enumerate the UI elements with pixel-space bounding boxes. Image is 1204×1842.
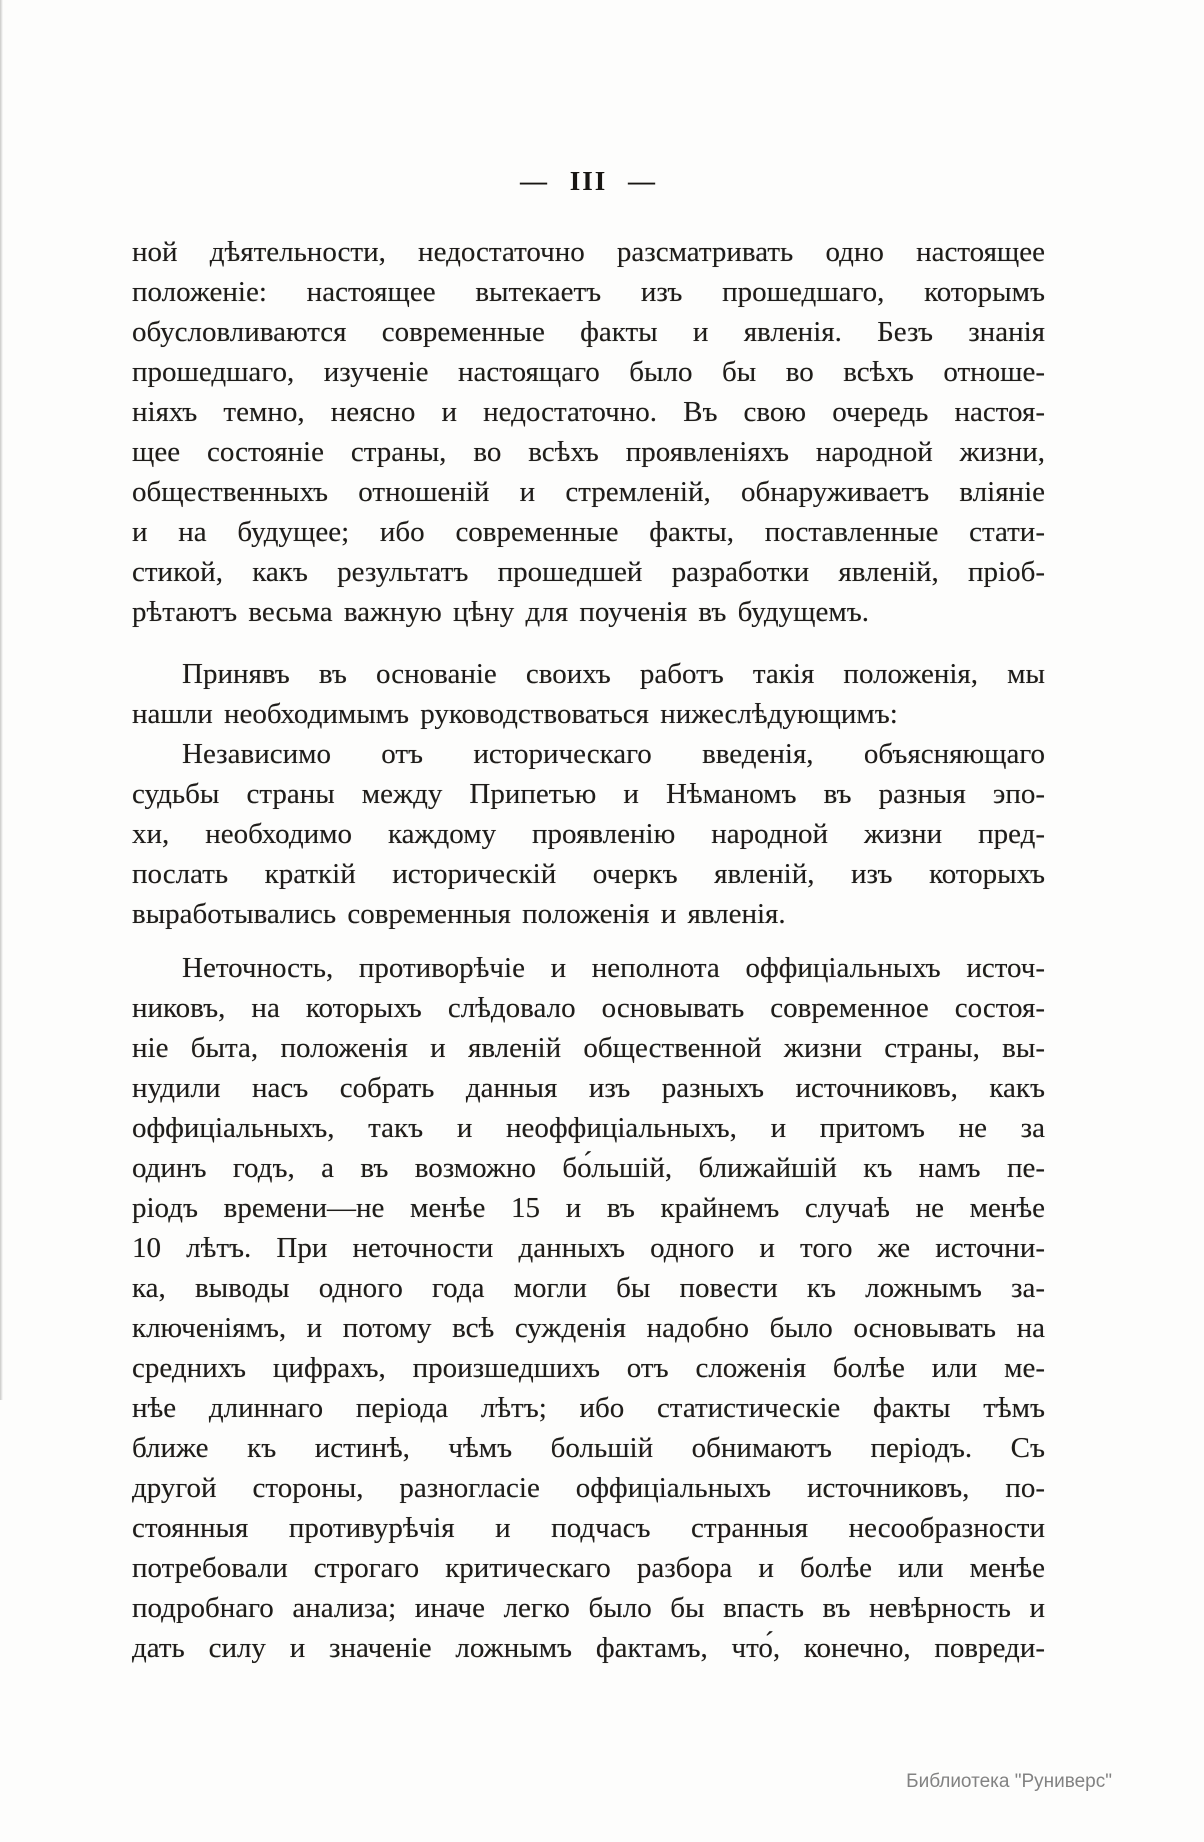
text-line: стоянныя противурѣчія и подчасъ странныя несообразности: [132, 1512, 1045, 1544]
text-line: положеніе: настоящее вытекаетъ изъ прошедшаго, которымъ: [132, 276, 1045, 308]
page-text: [132, 232, 1045, 1668]
text-line: послать краткій историческій очеркъ явленій, изъ которыхъ: [132, 858, 1045, 890]
text-line: нашли необходимымъ руководствоваться нижеслѣдующимъ:: [132, 698, 898, 730]
text-line: судьбы страны между Припетью и Нѣманомъ въ разныя эпо-: [132, 778, 1045, 810]
text-line: оффиціальныхъ, такъ и неоффиціальныхъ, и притомъ не за: [132, 1112, 1045, 1144]
text-line: и на будущее; ибо современные факты, поставленные стати-: [132, 516, 1045, 548]
text-line: среднихъ цифрахъ, произшедшихъ отъ сложенія болѣе или ме-: [132, 1352, 1045, 1384]
text-line: никовъ, на которыхъ слѣдовало основывать современное состоя-: [132, 992, 1045, 1024]
text-line: нудили насъ собрать данныя изъ разныхъ источниковъ, какъ: [132, 1072, 1045, 1104]
watermark: Библиотека "Руниверс": [906, 1771, 1112, 1792]
text-line: ключеніямъ, и потому всѣ сужденія надобно было основывать на: [132, 1312, 1045, 1344]
text-line: стикой, какъ результатъ прошедшей разработки явленій, пріоб-: [132, 556, 1045, 588]
text-line: Неточность, противорѣчіе и неполнота оффиціальныхъ источ-: [182, 952, 1045, 984]
text-line: общественныхъ отношеній и стремленій, обнаруживаетъ вліяніе: [132, 476, 1045, 508]
text-line: выработывались современныя положенія и явленія.: [132, 898, 786, 930]
text-line: ной дѣятельности, недостаточно разсматривать одно настоящее: [132, 236, 1045, 268]
text-line: потребовали строгаго критическаго разбора и болѣе или менѣе: [132, 1552, 1045, 1584]
text-line: другой стороны, разногласіе оффиціальныхъ источниковъ, по-: [132, 1472, 1045, 1504]
text-line: щее состояніе страны, во всѣхъ проявленіяхъ народной жизни,: [132, 436, 1045, 468]
text-line: рѣтаютъ весьма важную цѣну для поученія въ будущемъ.: [132, 596, 869, 628]
paragraph-1: [132, 232, 1045, 632]
text-line: ріодъ времени—не менѣе 15 и въ крайнемъ случаѣ не менѣе: [132, 1192, 1045, 1224]
paragraph-2: [132, 654, 1045, 734]
text-line: прошедшаго, изученіе настоящаго было бы во всѣхъ отноше-: [132, 356, 1045, 388]
text-line: Принявъ въ основаніе своихъ работъ такія положенія, мы: [182, 658, 1045, 690]
text-line: 10 лѣтъ. При неточности данныхъ одного и того же источни-: [132, 1232, 1045, 1264]
text-line: дать силу и значеніе ложнымъ фактамъ, что́, конечно, повреди-: [132, 1632, 1045, 1664]
text-line: ка, выводы одного года могли бы повести къ ложнымъ за-: [132, 1272, 1045, 1304]
text-line: Независимо отъ историческаго введенія, объясняющаго: [182, 738, 1045, 770]
page-number: — III —: [519, 166, 658, 196]
text-line: нѣе длиннаго періода лѣтъ; ибо статистическіе факты тѣмъ: [132, 1392, 1045, 1424]
paragraph-4: [132, 948, 1045, 1668]
text-line: ніе быта, положенія и явленій общественной жизни страны, вы-: [132, 1032, 1045, 1064]
scan-edge-artifact: [0, 0, 3, 1400]
text-line: подробнаго анализа; иначе легко было бы впасть въ невѣрность и: [132, 1592, 1045, 1624]
text-line: хи, необходимо каждому проявленію народной жизни пред-: [132, 818, 1045, 850]
text-line: ближе къ истинѣ, чѣмъ большій обнимаютъ періодъ. Съ: [132, 1432, 1045, 1464]
paragraph-3: [132, 734, 1045, 934]
text-line: одинъ годъ, а въ возможно бо́льшій, ближайшій къ намъ пе-: [132, 1152, 1045, 1184]
text-line: ніяхъ темно, неясно и недостаточно. Въ свою очередь настоя-: [132, 396, 1045, 428]
text-line: обусловливаются современные факты и явленія. Безъ знанія: [132, 316, 1045, 348]
